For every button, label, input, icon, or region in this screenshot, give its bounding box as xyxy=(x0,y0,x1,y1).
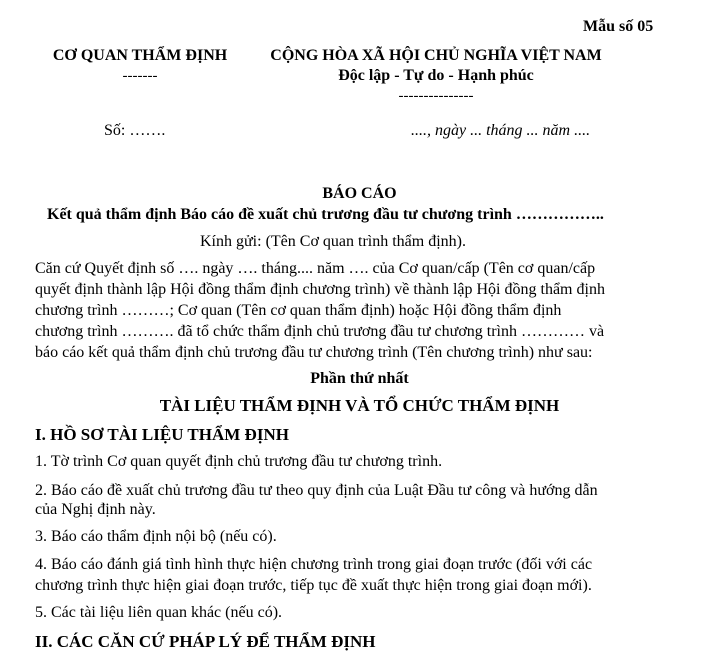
document-title: BÁO CÁO xyxy=(322,185,397,202)
motto-rule: --------------- xyxy=(398,88,474,104)
list-item: 3. Báo cáo thẩm định nội bộ (nếu có). xyxy=(35,528,277,545)
part-label: Phần thứ nhất xyxy=(310,370,409,387)
list-item: chương trình thực hiện giai đoạn trước, tiếp tục đề xuất thực hiện trong giai đoạn mới). xyxy=(35,577,592,594)
republic-name: CỘNG HÒA XÃ HỘI CHỦ NGHĨA VIỆT NAM xyxy=(270,47,602,64)
preamble-line: chương trình ………; Cơ quan (Tên cơ quan thẩm định) hoặc Hội đồng thẩm định xyxy=(35,302,562,319)
list-item: 4. Báo cáo đánh giá tình hình thực hiện chương trình trong giai đoạn trước (đối với các xyxy=(35,556,593,573)
agency-name: CƠ QUAN THẨM ĐỊNH xyxy=(52,47,228,64)
document-subtitle: Kết quả thẩm định Báo cáo đề xuất chủ trương đầu tư chương trình …………….. xyxy=(47,206,604,223)
document-date: ...., ngày ... tháng ... năm .... xyxy=(411,122,591,139)
preamble-line: báo cáo kết quả thẩm định chủ trương đầu tư chương trình (Tên chương trình) như sau: xyxy=(35,344,593,361)
national-motto: Độc lập - Tự do - Hạnh phúc xyxy=(338,67,534,84)
list-item: của Nghị định này. xyxy=(35,501,156,518)
agency-rule: ------- xyxy=(122,68,158,84)
list-item: 5. Các tài liệu liên quan khác (nếu có). xyxy=(35,604,283,621)
preamble-line: Căn cứ Quyết định số …. ngày …. tháng.... năm …. của Cơ quan/cấp (Tên cơ quan/cấp xyxy=(35,260,596,277)
document-number: Số: ……. xyxy=(104,122,166,139)
list-item: 1. Tờ trình Cơ quan quyết định chủ trương đầu tư chương trình. xyxy=(35,453,443,470)
list-item: 2. Báo cáo đề xuất chủ trương đầu tư theo quy định của Luật Đầu tư công và hướng dẫn xyxy=(35,482,598,499)
section-heading: I. HỒ SƠ TÀI LIỆU THẨM ĐỊNH xyxy=(35,425,289,444)
part-heading: TÀI LIỆU THẨM ĐỊNH VÀ TỔ CHỨC THẨM ĐỊNH xyxy=(159,396,560,415)
preamble-line: chương trình ………. đã tổ chức thẩm định chủ trương đầu tư chương trình ………… và xyxy=(35,323,605,340)
preamble-line: quyết định thành lập Hội đồng thẩm định chương trình) về thành lập Hội đồng thẩm định xyxy=(35,281,605,298)
section-heading: II. CÁC CĂN CỨ PHÁP LÝ ĐỂ THẨM ĐỊNH xyxy=(35,632,376,651)
recipient-line: Kính gửi: (Tên Cơ quan trình thẩm định). xyxy=(200,233,466,250)
form-number: Mẫu số 05 xyxy=(583,18,654,35)
